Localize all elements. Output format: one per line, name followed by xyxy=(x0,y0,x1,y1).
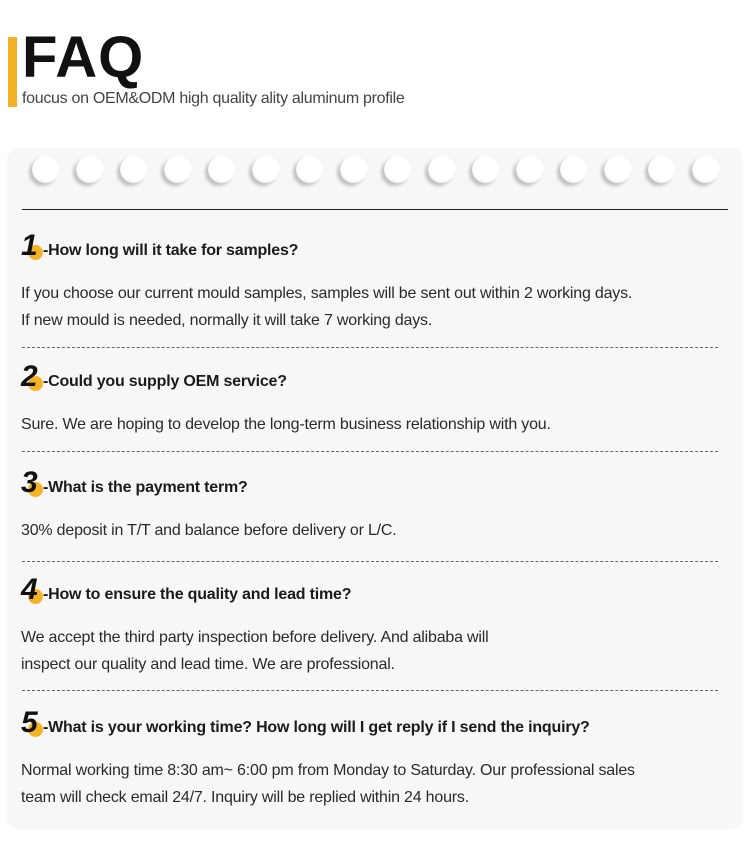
dashed-divider xyxy=(22,347,718,348)
faq-item xyxy=(21,706,721,811)
dashed-divider xyxy=(22,690,718,691)
number-badge xyxy=(21,229,43,264)
question-text: -What is the payment term? xyxy=(43,479,248,496)
question-number: 5 xyxy=(21,706,38,739)
accent-bar xyxy=(8,37,17,107)
answer-text xyxy=(21,517,721,544)
answer-text xyxy=(21,624,721,678)
answer-line: inspect our quality and lead time. We are professional. xyxy=(21,656,395,673)
faq-item xyxy=(21,360,721,438)
number-badge xyxy=(21,706,43,741)
binder-hole xyxy=(472,156,499,183)
question-number: 3 xyxy=(21,466,38,499)
answer-line: team will check email 24/7. Inquiry will be replied within 24 hours. xyxy=(21,789,469,806)
page-title: FAQ xyxy=(22,25,145,90)
question-text: -How long will it take for samples? xyxy=(43,242,299,259)
question-line xyxy=(21,466,721,501)
answer-text xyxy=(21,757,721,811)
faq-item xyxy=(21,229,721,334)
faq-item xyxy=(21,573,721,678)
question-line xyxy=(21,229,721,264)
dashed-divider xyxy=(22,561,718,562)
answer-line: If new mould is needed, normally it will take 7 working days. xyxy=(21,312,433,329)
dashed-divider xyxy=(22,451,718,452)
binder-hole xyxy=(692,156,719,183)
answer-line: Normal working time 8:30 am~ 6:00 pm from Monday to Saturday. Our professional sales xyxy=(21,762,635,779)
binder-hole xyxy=(340,156,367,183)
binder-hole xyxy=(208,156,235,183)
top-divider xyxy=(22,209,728,210)
binder-hole xyxy=(384,156,411,183)
question-number: 2 xyxy=(21,360,38,393)
answer-line: Sure. We are hoping to develop the long-term business relationship with you. xyxy=(21,416,551,433)
number-badge xyxy=(21,360,43,395)
number-badge xyxy=(21,466,43,501)
answer-text xyxy=(21,411,721,438)
question-line xyxy=(21,360,721,395)
binder-holes xyxy=(7,156,743,186)
answer-text xyxy=(21,280,721,334)
page-subtitle: foucus on OEM&ODM high quality ality aluminum profile xyxy=(22,90,405,107)
question-line xyxy=(21,706,721,741)
question-text: -Could you supply OEM service? xyxy=(43,373,287,390)
answer-line: If you choose our current mould samples, samples will be sent out within 2 working days. xyxy=(21,285,633,302)
question-line xyxy=(21,573,721,608)
question-number: 4 xyxy=(21,573,38,606)
binder-hole xyxy=(32,156,59,183)
binder-hole xyxy=(604,156,631,183)
question-text: -What is your working time? How long will I get reply if I send the inquiry? xyxy=(43,719,590,736)
binder-hole xyxy=(76,156,103,183)
number-badge xyxy=(21,573,43,608)
binder-hole xyxy=(560,156,587,183)
question-text: -How to ensure the quality and lead time? xyxy=(43,586,352,603)
binder-hole xyxy=(296,156,323,183)
faq-item xyxy=(21,466,721,544)
question-number: 1 xyxy=(21,229,38,262)
binder-hole xyxy=(428,156,455,183)
answer-line: We accept the third party inspection before delivery. And alibaba will xyxy=(21,629,489,646)
binder-hole xyxy=(516,156,543,183)
binder-hole xyxy=(164,156,191,183)
binder-hole xyxy=(648,156,675,183)
binder-hole xyxy=(120,156,147,183)
binder-hole xyxy=(252,156,279,183)
notebook-card xyxy=(7,148,743,829)
answer-line: 30% deposit in T/T and balance before delivery or L/C. xyxy=(21,522,397,539)
